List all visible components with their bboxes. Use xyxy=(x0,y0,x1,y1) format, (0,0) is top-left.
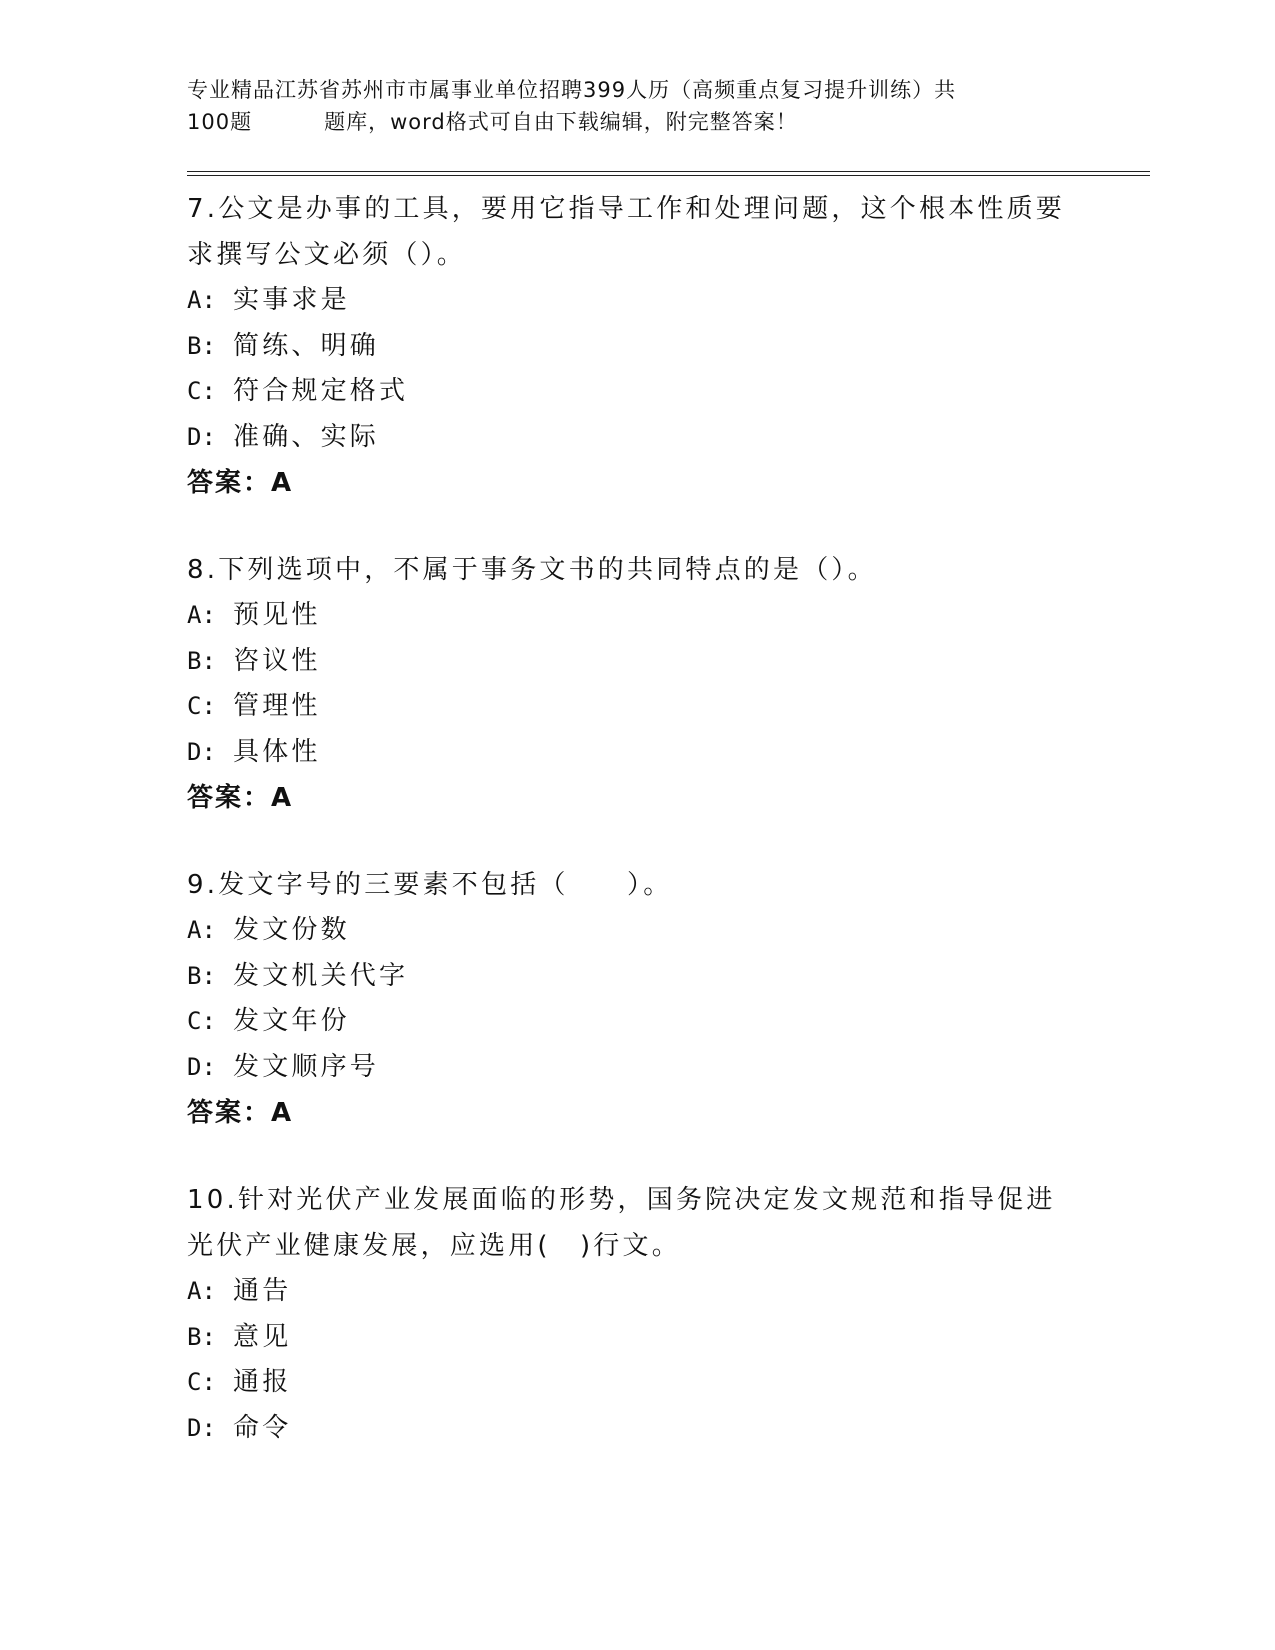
answer-line: 答案：A xyxy=(187,783,294,813)
option-key: A: xyxy=(187,601,216,629)
option-key: C: xyxy=(187,377,216,405)
option-d xyxy=(187,415,1087,461)
header-line-1: 专业精品江苏省苏州市市属事业单位招聘399人历（高频重点复习提升训练）共 xyxy=(187,78,957,102)
option-a xyxy=(187,278,1087,324)
question-stem: 7.公文是办事的工具，要用它指导工作和处理问题，这个根本性质要求撰写公文必须（）。 xyxy=(187,194,1066,270)
option-a xyxy=(187,1269,1087,1315)
question-10 xyxy=(187,1177,1087,1451)
option-key: A: xyxy=(187,916,216,944)
option-a xyxy=(187,908,1087,954)
option-c xyxy=(187,999,1087,1045)
option-d xyxy=(187,1406,1087,1452)
option-key: B: xyxy=(187,961,216,990)
option-c xyxy=(187,1360,1087,1406)
question-8 xyxy=(187,547,1087,821)
option-key: D: xyxy=(187,1052,216,1081)
option-text: 准确、实际 xyxy=(233,421,380,452)
question-stem: 9.发文字号的三要素不包括（ ）。 xyxy=(187,870,673,900)
option-text: 意见 xyxy=(233,1321,292,1352)
option-text: 具体性 xyxy=(233,736,321,767)
option-d xyxy=(187,730,1087,776)
option-text: 符合规定格式 xyxy=(233,376,409,406)
header-question-count: 100题 xyxy=(187,110,253,134)
question-stem: 8.下列选项中，不属于事务文书的共同特点的是（）。 xyxy=(187,555,877,585)
option-key: D: xyxy=(187,1413,216,1442)
header-subtitle: 题库，word格式可自由下载编辑，附完整答案！ xyxy=(324,110,798,134)
answer-line: 答案：A xyxy=(187,468,294,498)
option-key: D: xyxy=(187,737,216,766)
option-b xyxy=(187,954,1087,1000)
answer-line: 答案：A xyxy=(187,1098,294,1128)
question-7 xyxy=(187,186,1087,506)
option-key: B: xyxy=(187,331,216,360)
option-b xyxy=(187,639,1087,685)
option-key: C: xyxy=(187,692,216,720)
option-key: A: xyxy=(187,286,216,314)
header-line-2 xyxy=(187,106,1067,138)
option-text: 命令 xyxy=(233,1412,292,1443)
option-c xyxy=(187,684,1087,730)
option-key: C: xyxy=(187,1007,216,1035)
option-text: 发文机关代字 xyxy=(233,960,409,991)
option-c xyxy=(187,369,1087,415)
option-text: 发文年份 xyxy=(233,1006,350,1036)
question-stem: 10.针对光伏产业发展面临的形势，国务院决定发文规范和指导促进光伏产业健康发展，应选用( )行文。 xyxy=(187,1185,1056,1261)
document-header xyxy=(187,74,1067,138)
option-text: 预见性 xyxy=(233,600,321,630)
option-text: 简练、明确 xyxy=(233,330,380,361)
option-d xyxy=(187,1045,1087,1091)
option-text: 通告 xyxy=(233,1276,292,1306)
option-a xyxy=(187,593,1087,639)
question-list xyxy=(187,186,1087,1492)
option-b xyxy=(187,1315,1087,1361)
option-key: C: xyxy=(187,1368,216,1396)
option-text: 管理性 xyxy=(233,691,321,721)
option-text: 通报 xyxy=(233,1367,292,1397)
option-key: D: xyxy=(187,422,216,451)
option-text: 实事求是 xyxy=(233,285,350,315)
option-key: A: xyxy=(187,1277,216,1305)
option-b xyxy=(187,324,1087,370)
question-9 xyxy=(187,862,1087,1136)
option-text: 发文份数 xyxy=(233,915,350,945)
header-rule-top xyxy=(187,171,1150,172)
option-key: B: xyxy=(187,646,216,675)
option-key: B: xyxy=(187,1322,216,1351)
option-text: 发文顺序号 xyxy=(233,1051,380,1082)
header-rule-bottom xyxy=(187,175,1150,176)
option-text: 咨议性 xyxy=(233,645,321,676)
